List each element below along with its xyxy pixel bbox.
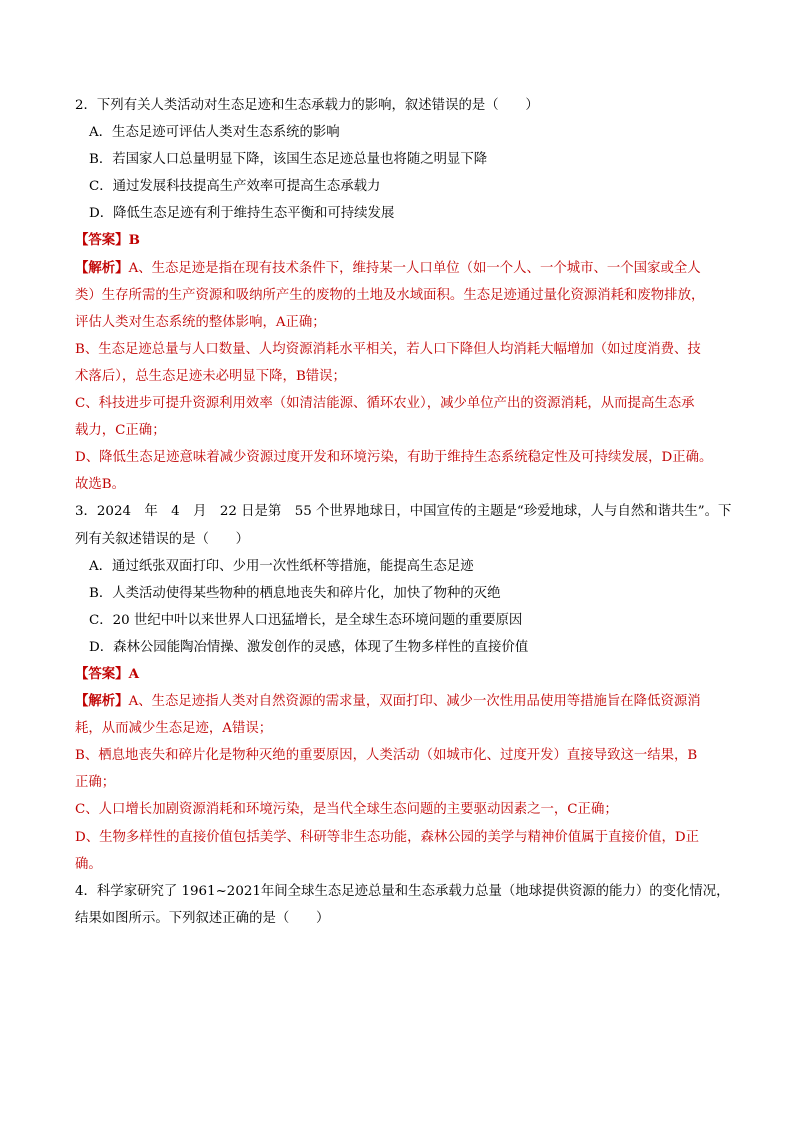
analysis-tag: 【解析】 bbox=[75, 259, 129, 276]
analysis-text: D、降低生态足迹意味着减少资源过度开发和环境污染，有助于维持生态系统稳定性及可持续发展，D正确。 bbox=[75, 450, 713, 466]
analysis-text: B、生态足迹总量与人口数量、人均资源消耗水平相关，若人口下降但人均消耗大幅增加（如过度消费、技 bbox=[75, 341, 701, 357]
answer-tag: 【答案】 bbox=[75, 665, 129, 682]
question-stem: 3．2024 年 4 月 22 日是第 55 个世界地球日，中国宣传的主题是“珍爱地球，人与自然和谐共生”。下 bbox=[75, 504, 732, 520]
option-d: D．森林公园能陶冶情操、激发创作的灵感，体现了生物多样性的直接价值 bbox=[89, 639, 529, 655]
option-b: B．若国家人口总量明显下降，该国生态足迹总量也将随之明显下降 bbox=[89, 152, 488, 168]
question-list bbox=[75, 92, 732, 932]
question-stem: 结果如图所示。下列叙述正确的是（ ） bbox=[75, 910, 330, 926]
analysis-text: C、科技进步可提升资源利用效率（如清洁能源、循环农业），减少单位产出的资源消耗，从而提高生态承 bbox=[75, 396, 695, 412]
question-3 bbox=[75, 498, 732, 877]
option-a: A．通过纸张双面打印、少用一次性纸杯等措施，能提高生态足迹 bbox=[89, 558, 474, 574]
question-2 bbox=[75, 92, 725, 498]
analysis-line bbox=[75, 688, 725, 715]
analysis-text: A、生态足迹是指在现有技术条件下，维持某一人口单位（如一个人、一个城市、一个国家或全人 bbox=[128, 260, 701, 276]
question-4 bbox=[75, 878, 730, 932]
option-c: C．通过发展科技提高生产效率可提高生态承载力 bbox=[89, 179, 381, 195]
answer-line bbox=[75, 227, 725, 254]
answer-value: A bbox=[128, 665, 139, 682]
answer-tag: 【答案】 bbox=[75, 232, 129, 249]
question-stem: 2．下列有关人类活动对生态足迹和生态承载力的影响，叙述错误的是（ ） bbox=[75, 98, 539, 113]
analysis-text: 术落后），总生态足迹未必明显下降，B错误； bbox=[75, 368, 346, 384]
analysis-text: 载力，C正确； bbox=[75, 423, 166, 439]
option-d: D．降低生态足迹有利于维持生态平衡和可持续发展 bbox=[89, 206, 395, 222]
answer-value: B bbox=[128, 232, 140, 249]
question-stem: 4．科学家研究了 1961~2021年间全球生态足迹总量和生态承载力总量（地球提供资源的能力）的变化情况， bbox=[75, 883, 730, 899]
analysis-tag: 【解析】 bbox=[75, 693, 129, 710]
option-a: A．生态足迹可评估人类对生态系统的影响 bbox=[89, 125, 340, 141]
answer-line bbox=[75, 661, 725, 688]
option-b: B．人类活动使得某些物种的栖息地丧失和碎片化，加快了物种的灭绝 bbox=[89, 585, 501, 601]
question-stem: 列有关叙述错误的是（ ） bbox=[75, 531, 250, 547]
analysis-line bbox=[75, 255, 725, 282]
analysis-text: 故选B。 bbox=[75, 477, 126, 493]
analysis-text: C、人口增长加剧资源消耗和环境污染，是当代全球生态问题的主要驱动因素之一，C正确； bbox=[75, 802, 618, 818]
analysis-text: 类）生存所需的生产资源和吸纳所产生的废物的土地及水域面积。生态足迹通过量化资源消耗和废物排放， bbox=[75, 287, 705, 303]
analysis-text: A、生态足迹指人类对自然资源的需求量，双面打印、减少一次性用品使用等措施旨在降低资源消 bbox=[128, 694, 701, 710]
analysis-text: 正确； bbox=[75, 775, 116, 791]
option-c: C．20 世纪中叶以来世界人口迅猛增长，是全球生态环境问题的重要原因 bbox=[89, 612, 523, 628]
analysis-text: 耗，从而减少生态足迹，A错误； bbox=[75, 721, 273, 737]
analysis-text: D、生物多样性的直接价值包括美学、科研等非生态功能，森林公园的美学与精神价值属于直接价值，D正 bbox=[75, 829, 700, 845]
analysis-text: B、栖息地丧失和碎片化是物种灭绝的重要原因，人类活动（如城市化、过度开发）直接导致这一结果，B bbox=[75, 748, 698, 764]
analysis-text: 评估人类对生态系统的整体影响，A正确； bbox=[75, 314, 326, 330]
analysis-text: 确。 bbox=[75, 856, 102, 872]
